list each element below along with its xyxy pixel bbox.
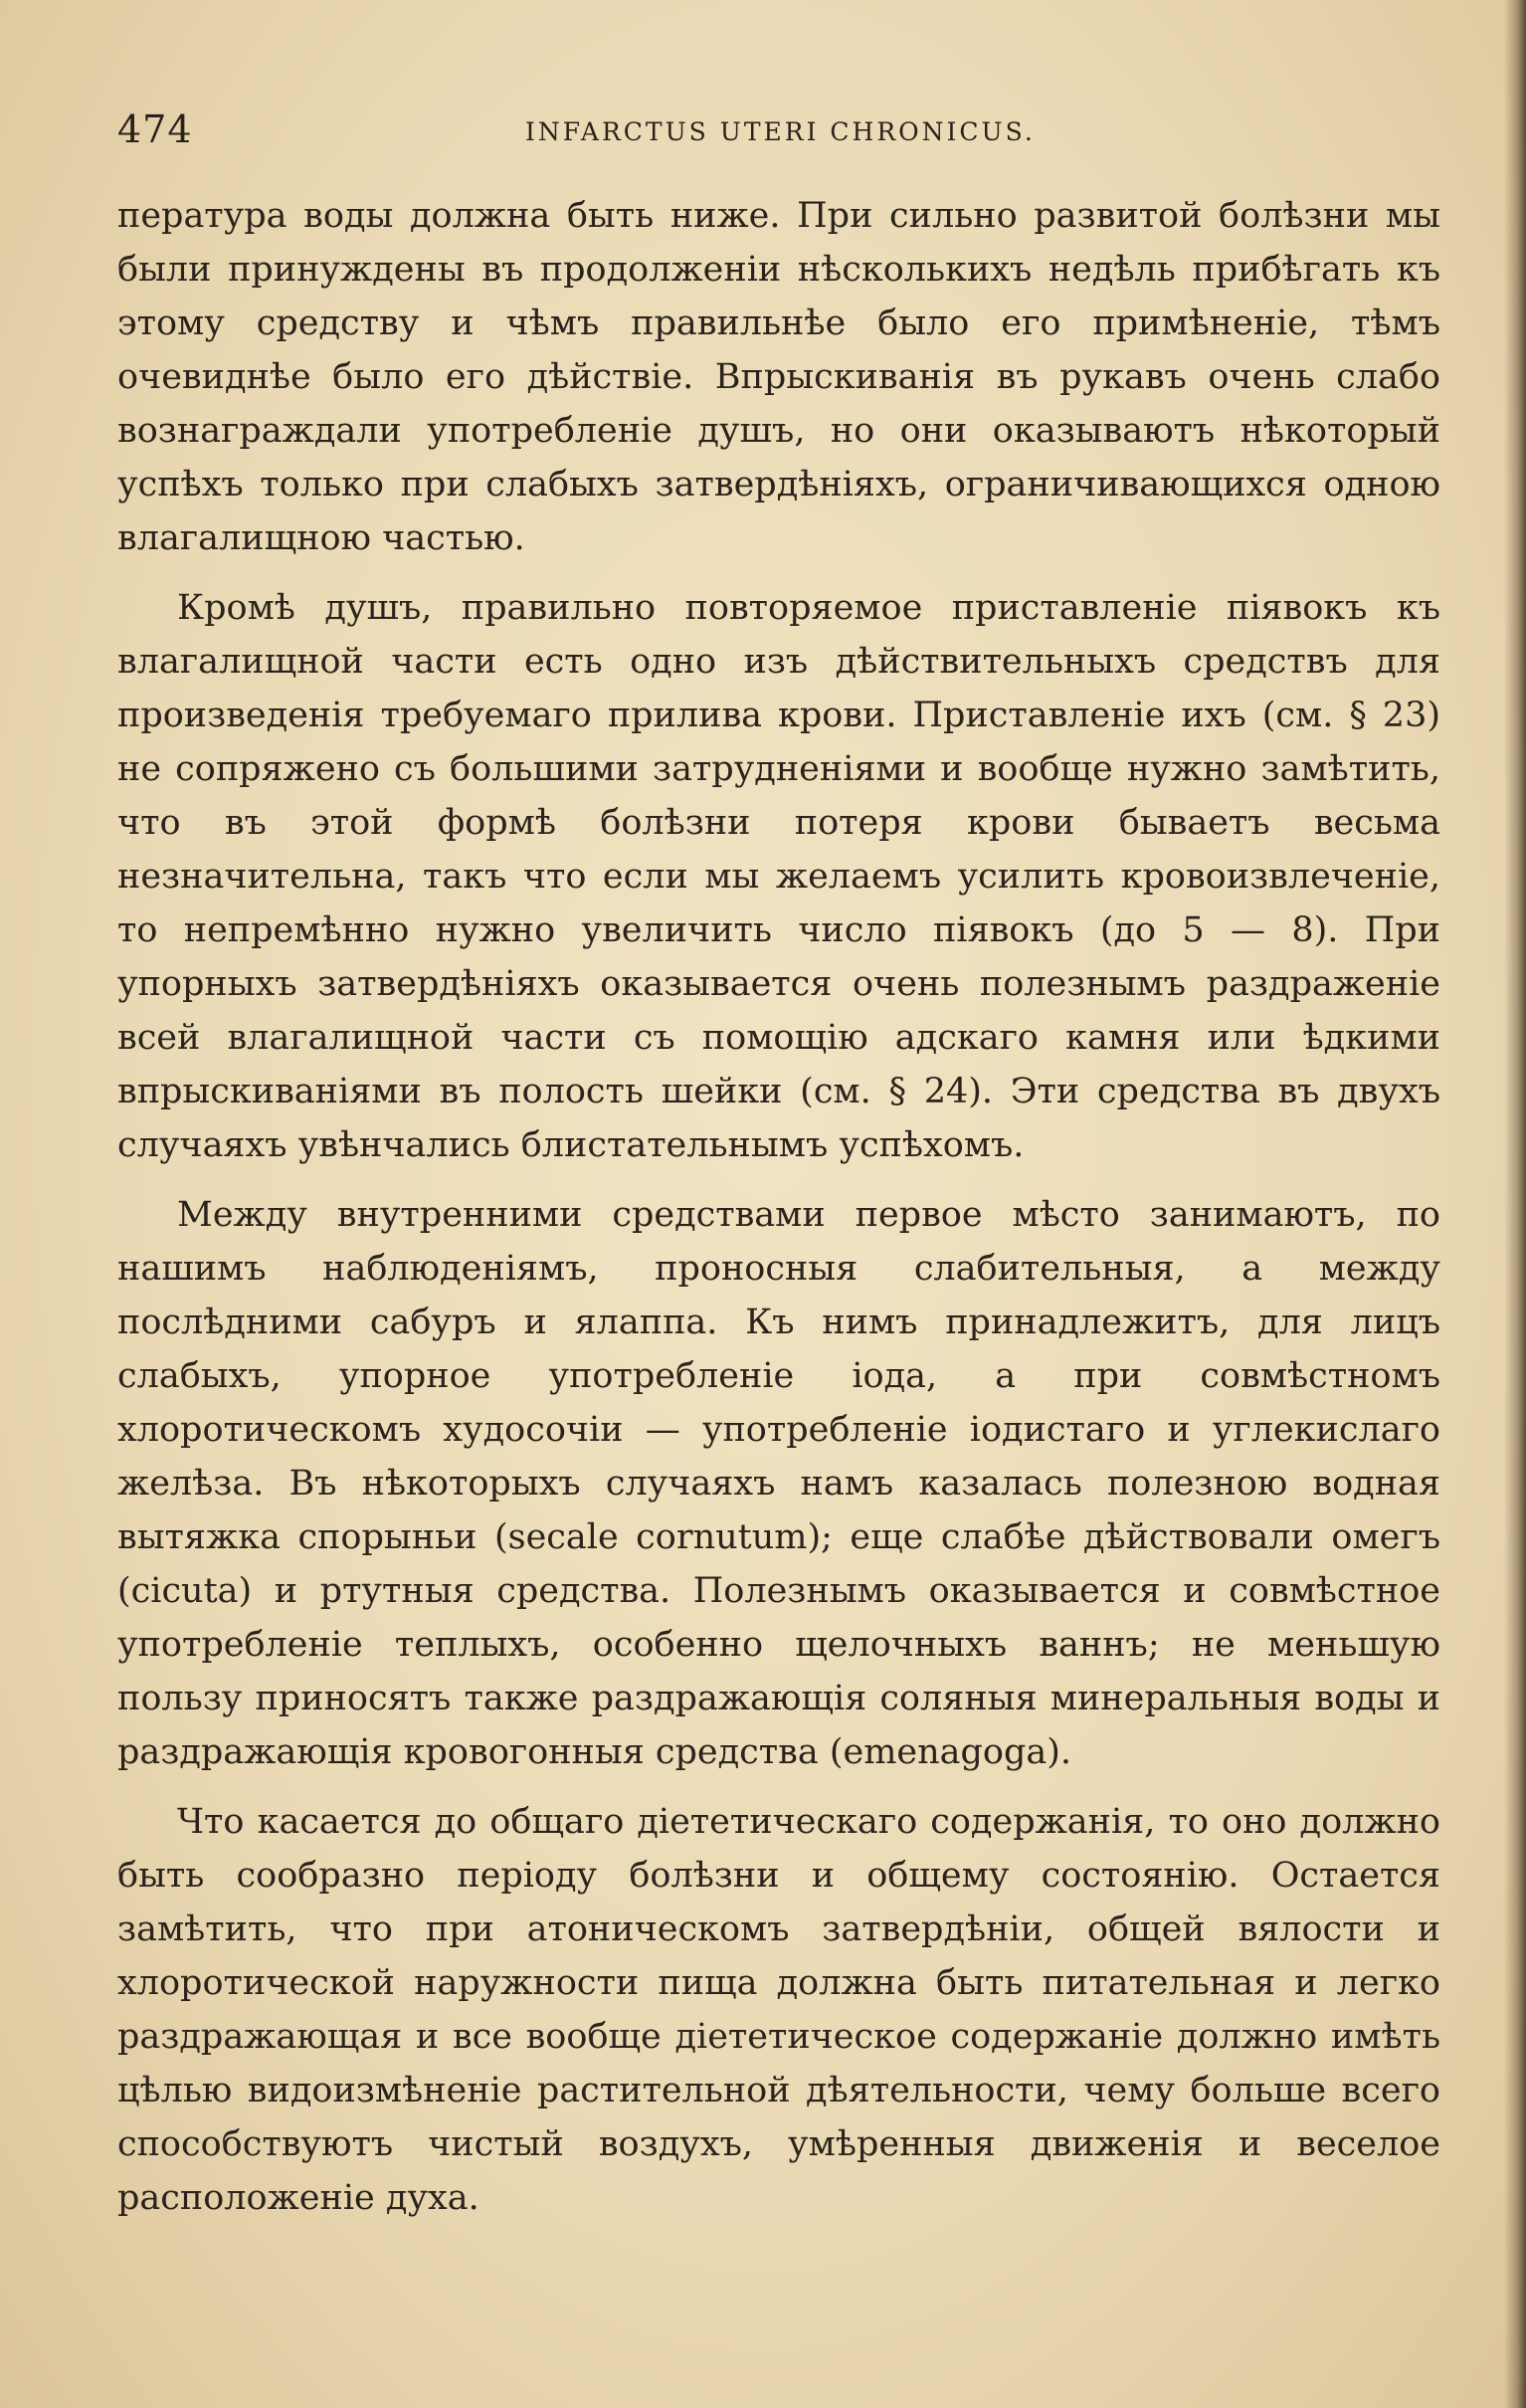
paragraph-dietetic-regimen: Что касается до общаго діететическаго содержанія, то оно должно быть сообразно періоду болѣзни и общему состоянію. Остается замѣтить, что при атоническомъ затвердѣніи, общей вялости и хлоротической наружности пища должна быть питательная и легко раздражающая и все вообще діететическое содержаніе должно имѣть цѣлью видоизмѣненіе растительной дѣятельности, чему больше всего способствуютъ чистый воздухъ, умѣренныя движенія и веселое расположеніе духа. [117,1802,1440,2218]
paragraph-continuation: пература воды должна быть ниже. При сильно развитой болѣзни мы были принуждены въ продолженіи нѣсколькихъ недѣль прибѣгать къ этому средству и чѣмъ правильнѣе было его примѣненіе, тѣмъ очевиднѣе было его дѣйствіе. Впрыскиванія въ рукавъ очень слабо вознаграждали употребленіе душъ, но они оказываютъ нѣкоторый успѣхъ только при слабыхъ затвердѣніяхъ, ограничивающихся одною влагалищною частью. [117,196,1440,558]
page-edge-shadow [1504,0,1526,2408]
page-number: 474 [117,107,193,151]
body-text [117,189,1440,2241]
paragraph-internal-remedies: Между внутренними средствами первое мѣсто занимаютъ, по нашимъ наблюденіямъ, проносныя слабительныя, а между послѣдними сабуръ и ялаппа. Къ нимъ принадлежитъ, для лицъ слабыхъ, упорное употребленіе іода, а при совмѣстномъ хлоротическомъ худосочіи — употребленіе іодистаго и углекислаго желѣза. Въ нѣкоторыхъ случаяхъ намъ казалась полезною водная вытяжка спорыньи (secale cornutum); еще слабѣе дѣйствовали омегъ (cicuta) и ртутныя средства. Полезнымъ оказывается и совмѣстное употребленіе теплыхъ, особенно щелочныхъ ваннъ; не меньшую пользу приносятъ также раздражающія соляныя минеральныя воды и раздражающія кровогонныя средства (emenagoga). [117,1195,1440,1772]
running-head: INFARCTUS UTERI CHRONICUS. [525,117,1036,146]
page-header [117,107,1440,157]
paragraph-leeches: Кромѣ душъ, правильно повторяемое приставленіе піявокъ къ влагалищной части есть одно изъ дѣйствительныхъ средствъ для произведенія требуемаго прилива крови. Приставленіе ихъ (см. § 23) не сопряжено съ большими затрудненіями и вообще нужно замѣтить, что въ этой формѣ болѣзни потеря крови бываетъ весьма незначительна, такъ что если мы желаемъ усилить кровоизвлеченіе, то непремѣнно нужно увеличить число піявокъ (до 5 — 8). При упорныхъ затвердѣніяхъ оказывается очень полезнымъ раздраженіе всей влагалищной части съ помощію адскаго камня или ѣдкими впрыскиваніями въ полость шейки (см. § 24). Эти средства въ двухъ случаяхъ увѣнчались блистательнымъ успѣхомъ. [117,588,1440,1165]
